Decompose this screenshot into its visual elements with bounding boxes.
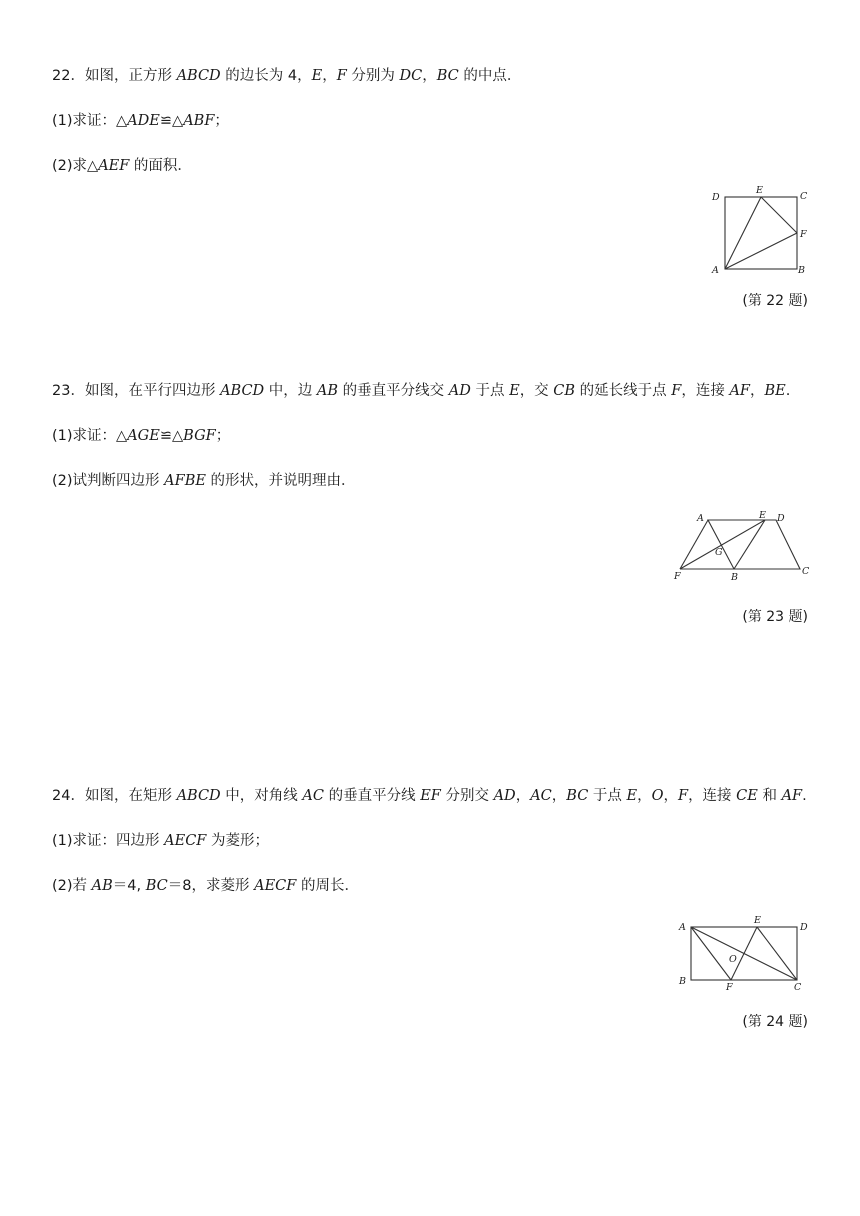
math-variable: BC xyxy=(145,878,168,894)
label-d: D xyxy=(712,192,720,203)
segment-ae xyxy=(725,197,761,269)
square-abcd xyxy=(725,197,797,269)
math-variable: ABCD xyxy=(176,788,221,804)
math-variable: BGF xyxy=(183,428,216,444)
math-variable: AC xyxy=(302,788,324,804)
label-f: F xyxy=(800,229,807,240)
label-e: E xyxy=(754,915,761,926)
math-variable: BE xyxy=(764,383,786,399)
problem-23-part-1: (1)求证：△AGE≌△BGF； xyxy=(52,428,231,444)
label-d: D xyxy=(800,922,808,933)
math-variable: ABF xyxy=(183,113,215,129)
problem-24-part-1: (1)求证：四边形 AECF 为菱形； xyxy=(52,833,269,849)
segment-fa xyxy=(680,520,708,569)
label-c: C xyxy=(794,982,802,993)
label-e: E xyxy=(756,185,763,196)
label-f: F xyxy=(726,982,733,993)
segment-ef xyxy=(761,197,797,233)
segment-af xyxy=(725,233,797,269)
math-variable: E xyxy=(311,68,323,84)
figure-24 xyxy=(668,910,818,995)
caption-22: (第 22 题) xyxy=(742,293,808,309)
label-a: A xyxy=(712,265,719,276)
problem-24-part-2: (2)若 AB＝4, BC＝8，求菱形 AECF 的周长． xyxy=(52,878,359,894)
math-variable: DC xyxy=(399,68,423,84)
problem-24-stem: 24．如图，在矩形 ABCD 中，对角线 AC 的垂直平分线 EF 分别交 AD，AC，BC 于点 E，O，F，连接 CE 和 AF. xyxy=(52,788,807,804)
math-variable: ABCD xyxy=(220,383,265,399)
segment-be xyxy=(734,520,765,569)
label-g: G xyxy=(715,547,723,558)
math-variable: F xyxy=(336,68,347,84)
label-b: B xyxy=(679,976,686,987)
math-variable: CE xyxy=(736,788,758,804)
label-e: E xyxy=(759,510,766,521)
math-variable: ABCD xyxy=(176,68,221,84)
label-b: B xyxy=(731,572,738,583)
problem-22-stem: 22．如图，正方形 ABCD 的边长为 4，E，F 分别为 DC，BC 的中点． xyxy=(52,68,522,84)
label-a: A xyxy=(697,513,704,524)
segment-ec xyxy=(757,927,797,980)
math-variable: AEF xyxy=(98,158,130,174)
figure-23 xyxy=(668,505,818,590)
math-variable: AB xyxy=(91,878,113,894)
math-variable: CB xyxy=(553,383,576,399)
math-variable: AFBE xyxy=(164,473,206,489)
math-variable: AD xyxy=(493,788,516,804)
label-d: D xyxy=(777,513,785,524)
math-variable: AECF xyxy=(164,833,207,849)
math-variable: AF xyxy=(781,788,803,804)
math-variable: F xyxy=(671,383,682,399)
math-variable: BC xyxy=(436,68,459,84)
math-variable: EF xyxy=(420,788,441,804)
problem-22-part-2: (2)求△AEF 的面积． xyxy=(52,158,192,174)
caption-23: (第 23 题) xyxy=(742,609,808,625)
figure-22 xyxy=(700,182,820,282)
math-variable: BC xyxy=(566,788,589,804)
label-f: F xyxy=(674,571,681,582)
problem-23-stem: 23．如图，在平行四边形 ABCD 中，边 AB 的垂直平分线交 AD 于点 E，交 CB 的延长线于点 F，连接 AF，BE. xyxy=(52,383,791,399)
math-variable: O xyxy=(651,788,664,804)
math-variable: F xyxy=(678,788,689,804)
math-variable: AF xyxy=(729,383,750,399)
math-variable: AB xyxy=(316,383,339,399)
label-c: C xyxy=(800,191,808,202)
caption-24: (第 24 题) xyxy=(742,1014,808,1030)
math-variable: AECF xyxy=(254,878,297,894)
segment-af xyxy=(691,927,731,980)
math-variable: E xyxy=(626,788,638,804)
math-variable: AC xyxy=(530,788,552,804)
label-b: B xyxy=(798,265,805,276)
problem-23-part-2: (2)试判断四边形 AFBE 的形状，并说明理由． xyxy=(52,473,356,489)
problem-22-part-1: (1)求证：△ADE≌△ABF； xyxy=(52,113,229,129)
math-variable: AD xyxy=(448,383,471,399)
math-variable: AGE xyxy=(127,428,160,444)
math-variable: E xyxy=(509,383,520,399)
segment-fe xyxy=(680,520,765,569)
math-variable: ADE xyxy=(127,113,160,129)
label-a: A xyxy=(679,922,686,933)
label-o: O xyxy=(729,954,737,965)
label-c: C xyxy=(802,566,810,577)
